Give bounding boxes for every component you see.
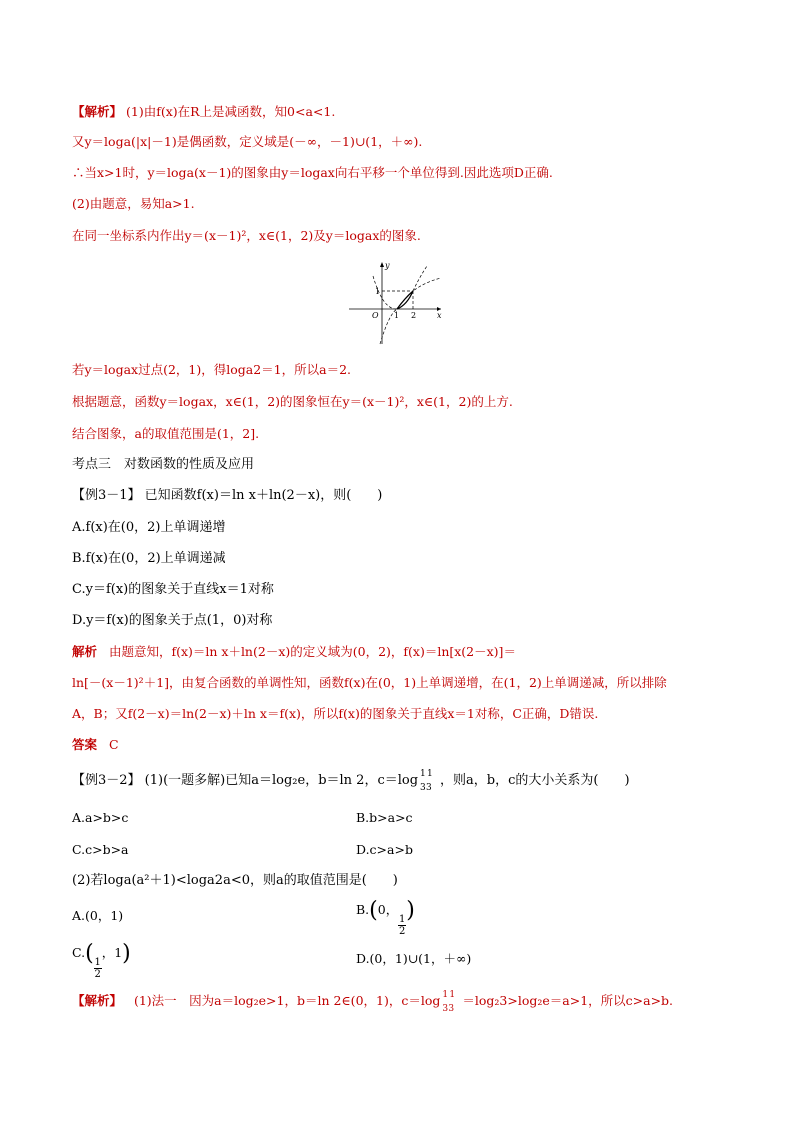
frac-den-b: 3 — [426, 783, 432, 793]
solution-line-8: 结合图象，a的取值范围是(1，2]. — [72, 426, 260, 441]
example-3-2-option-c: C.c>b>a — [72, 842, 129, 857]
example-3-1-option-b: B.f(x)在(0，2)上单调递减 — [72, 551, 226, 566]
example-3-1-option-c: C.y＝f(x)的图象关于直线x＝1对称 — [72, 582, 274, 597]
example-3-1-answer — [72, 737, 119, 753]
q2b-prefix: B. — [356, 902, 370, 917]
log-base-small: 1 — [420, 769, 426, 779]
q2-option-d: D.(0，1)∪(1，＋∞) — [356, 951, 472, 966]
example-3-2-option-a: A.a>b>c — [72, 810, 129, 825]
half-den-c: 2 — [94, 969, 101, 980]
solution-line-6: 若y＝logax过点(2，1)，得loga2＝1，所以a＝2. — [72, 362, 352, 377]
example-3-1-solution-1 — [72, 644, 516, 660]
solution-line-3: ∴当x>1时，y＝loga(x－1)的图象由y＝logax向右平移一个单位得到.因此选项D正确. — [72, 165, 553, 180]
answer-value: C — [108, 737, 119, 752]
example-3-1-stem: 【例3－1】 已知函数f(x)＝ln x＋ln(2－x)，则( ) — [72, 488, 383, 503]
sub-small-2: 1 — [442, 990, 449, 1000]
sub-den-2b: 3 — [448, 1004, 455, 1014]
sub-den-2a: 3 — [442, 1004, 449, 1014]
example-3-2-option-d: D.c>a>b — [356, 842, 413, 857]
example-3-1-solution-2: ln[－(x－1)²＋1]，由复合函数的单调性知，函数f(x)在(0，1)上单调递增，在(1，2)上单调递减，所以排除 — [72, 675, 667, 690]
jiexi-text: 由题意知，f(x)＝ln x＋ln(2－x)的定义域为(0，2)，f(x)＝ln[x(2－x)]＝ — [108, 644, 516, 659]
example-3-1-option-d: D.y＝f(x)的图象关于点(1，0)对称 — [72, 613, 273, 628]
solution-text: (1)由f(x)在R上是减函数，知0<a<1. — [126, 104, 336, 119]
jiexi-tag: 解析 — [72, 644, 98, 659]
example-3-2-question-2: (2)若loga(a²＋1)<loga2a<0，则a的取值范围是( ) — [72, 873, 398, 888]
function-graph — [345, 258, 445, 346]
solution-line-2: 又y＝loga(|x|－1)是偶函数，定义域是(－∞，－1)∪(1，＋∞). — [72, 134, 423, 149]
solution-tag: 【解析】 — [72, 104, 123, 119]
q2-option-b: B.(0， $\frac{1}{2}$ ) — [356, 898, 415, 937]
q2-option-c: C.( $\frac{1}{2}$ ，1) — [72, 941, 131, 980]
x-axis-label: x — [437, 311, 442, 320]
half-den: 2 — [399, 926, 406, 937]
origin-label: O — [372, 311, 379, 320]
half-fraction-c — [94, 957, 102, 980]
answer-tag: 答案 — [72, 737, 98, 752]
log-base-fraction — [418, 769, 440, 793]
half-num-c: 1 — [94, 957, 101, 968]
solution-line-1 — [72, 104, 335, 120]
example-3-1-solution-3: A，B；又f(2－x)＝ln(2－x)＋ln x＝f(x)，所以f(x)的图象关于直线x＝1对称，C正确，D错误. — [72, 706, 599, 721]
solution-line-5: 在同一坐标系内作出y＝(x－1)²，x∈(1，2)及y＝logax的图象. — [72, 228, 421, 243]
solution-line-7: 根据题意，函数y＝logax，x∈(1，2)的图象恒在y＝(x－1)²，x∈(1，2)的上方. — [72, 394, 513, 409]
example-3-2-solution — [72, 990, 674, 1014]
x-tick-1: 1 — [394, 311, 400, 320]
solution-line-4: (2)由题意，易知a>1. — [72, 196, 195, 211]
jiexi-tag-2: 【解析】 — [72, 993, 123, 1008]
y-tick-1: 1 — [375, 287, 381, 296]
example-3-1-option-a: A.f(x)在(0，2)上单调递增 — [72, 520, 226, 535]
half-num: 1 — [399, 914, 406, 925]
jiexi-prefix: (1)法一 因为a＝log₂e>1，b＝ln 2∈(0，1)，c＝log — [133, 993, 441, 1008]
q2-option-a: A.(0，1) — [72, 908, 124, 923]
sub-num-2: 1 — [449, 990, 456, 1000]
q2c-prefix: C. — [72, 945, 86, 960]
y-axis-label: y — [385, 261, 390, 270]
frac-den-a: 3 — [420, 783, 426, 793]
log-base-fraction-2 — [440, 990, 462, 1014]
example-3-2-option-b: B.b>a>c — [356, 810, 413, 825]
q2c-mid: ，1 — [101, 945, 123, 960]
stem-prefix: 【例3－2】 (1)(一题多解)已知a＝log₂e，b＝ln 2，c＝log — [72, 773, 419, 788]
example-3-2-stem — [72, 769, 630, 793]
frac-num: 1 — [427, 769, 433, 779]
q2b-mid: 0， — [377, 902, 399, 917]
x-tick-2: 2 — [411, 311, 417, 320]
stem-suffix: ，则a，b，c的大小关系为( ) — [440, 773, 630, 788]
jiexi-suffix: ＝log₂3>log₂e＝a>1，所以c>a>b. — [462, 993, 674, 1008]
section-heading: 考点三 对数函数的性质及应用 — [72, 457, 255, 472]
